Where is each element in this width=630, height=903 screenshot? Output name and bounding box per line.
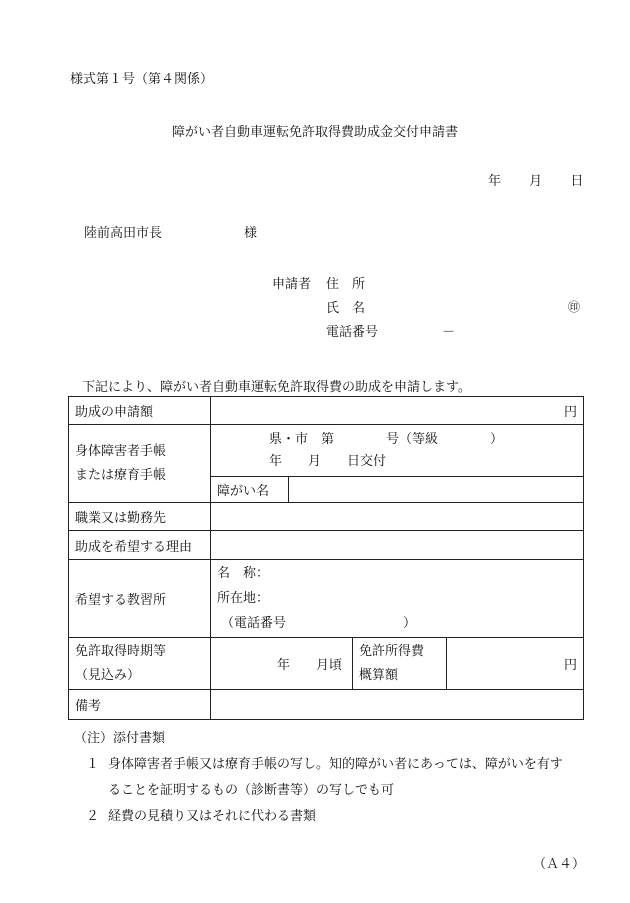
note-text-cont: ることを証明するもの（診断書等）の写しでも可 [108, 783, 395, 798]
date-year: 年 [488, 174, 502, 189]
intro-text: 下記により、障がい者自動車運転免許取得費の助成を申請します。 [82, 380, 471, 395]
note-item [74, 804, 584, 830]
note-item [74, 752, 584, 804]
cost-label-line2: 概算額 [359, 667, 399, 683]
amount-label: 助成の申請額 [69, 397, 211, 425]
date-line [488, 170, 583, 189]
seal-mark: ㊞ [568, 300, 581, 314]
addressee-honorific: 様 [244, 226, 258, 241]
notes-heading: （注）添付書類 [74, 731, 166, 746]
handbook-number-line: 県・市 第 号（等級 ） [269, 431, 504, 447]
table-row [69, 425, 584, 477]
form-title: 障がい者自動車運転免許取得費助成金交付申請書 [171, 125, 458, 140]
table-row [69, 503, 584, 531]
license-label-line2: （見込み） [75, 667, 141, 683]
notes [74, 726, 584, 830]
disability-name-label: 障がい名 [211, 477, 289, 503]
applicant-name-label: 氏 名 [326, 301, 366, 316]
handbook-date-line: 年 月 日交付 [269, 453, 387, 469]
applicant-block [272, 273, 455, 345]
occupation-field[interactable] [211, 503, 584, 531]
license-date-field[interactable] [211, 638, 353, 690]
license-label [69, 638, 211, 690]
form-number: 様式第１号（第４関係） [70, 72, 214, 87]
school-address-line: 所在地： [217, 591, 270, 606]
school-phone-line: （電話番号 ） [221, 616, 417, 631]
disability-name-field[interactable] [289, 477, 584, 503]
addressee [84, 222, 257, 241]
note-text: 身体障害者手帳又は療育手帳の写し。知的障がい者にあっては、障がいを有す [108, 757, 563, 772]
note-text: 経費の見積り又はそれに代わる書類 [108, 809, 317, 824]
addressee-name: 陸前高田市長 [84, 226, 163, 241]
amount-yen: 円 [564, 405, 578, 420]
date-day: 日 [570, 174, 584, 189]
applicant-label: 申請者 [272, 277, 312, 292]
paper-size-label: （Ａ４） [533, 857, 586, 872]
table-row [69, 690, 584, 720]
license-label-line1: 免許取得時期等 [75, 643, 167, 659]
handbook-field[interactable] [211, 425, 584, 477]
application-table [68, 396, 584, 720]
handbook-label [69, 425, 211, 503]
date-month: 月 [529, 174, 543, 189]
cost-field[interactable] [447, 638, 584, 690]
handbook-label-line1: 身体障害者手帳 [75, 443, 167, 459]
school-name-line: 名 称： [217, 566, 270, 581]
note-number: ２ [86, 809, 100, 824]
table-row [69, 531, 584, 560]
applicant-phone-dash: － [442, 325, 456, 340]
table-row [69, 560, 584, 638]
occupation-label: 職業又は勤務先 [69, 503, 211, 531]
table-row [69, 638, 584, 690]
remarks-field[interactable] [211, 690, 584, 720]
reason-field[interactable] [211, 531, 584, 560]
table-row [69, 397, 584, 425]
cost-yen: 円 [564, 658, 578, 673]
school-field[interactable] [211, 560, 584, 638]
remarks-label: 備考 [69, 690, 211, 720]
note-number: １ [86, 757, 100, 772]
applicant-address-label: 住 所 [326, 277, 366, 292]
reason-label: 助成を希望する理由 [69, 531, 211, 560]
cost-label [353, 638, 447, 690]
cost-label-line1: 免許所得費 [359, 643, 425, 659]
amount-field[interactable] [211, 397, 584, 425]
applicant-phone-label: 電話番号 [326, 325, 379, 340]
school-label: 希望する教習所 [69, 560, 211, 638]
handbook-label-line2: または療育手帳 [75, 467, 167, 483]
license-date-text: 年 月頃 [276, 658, 342, 673]
